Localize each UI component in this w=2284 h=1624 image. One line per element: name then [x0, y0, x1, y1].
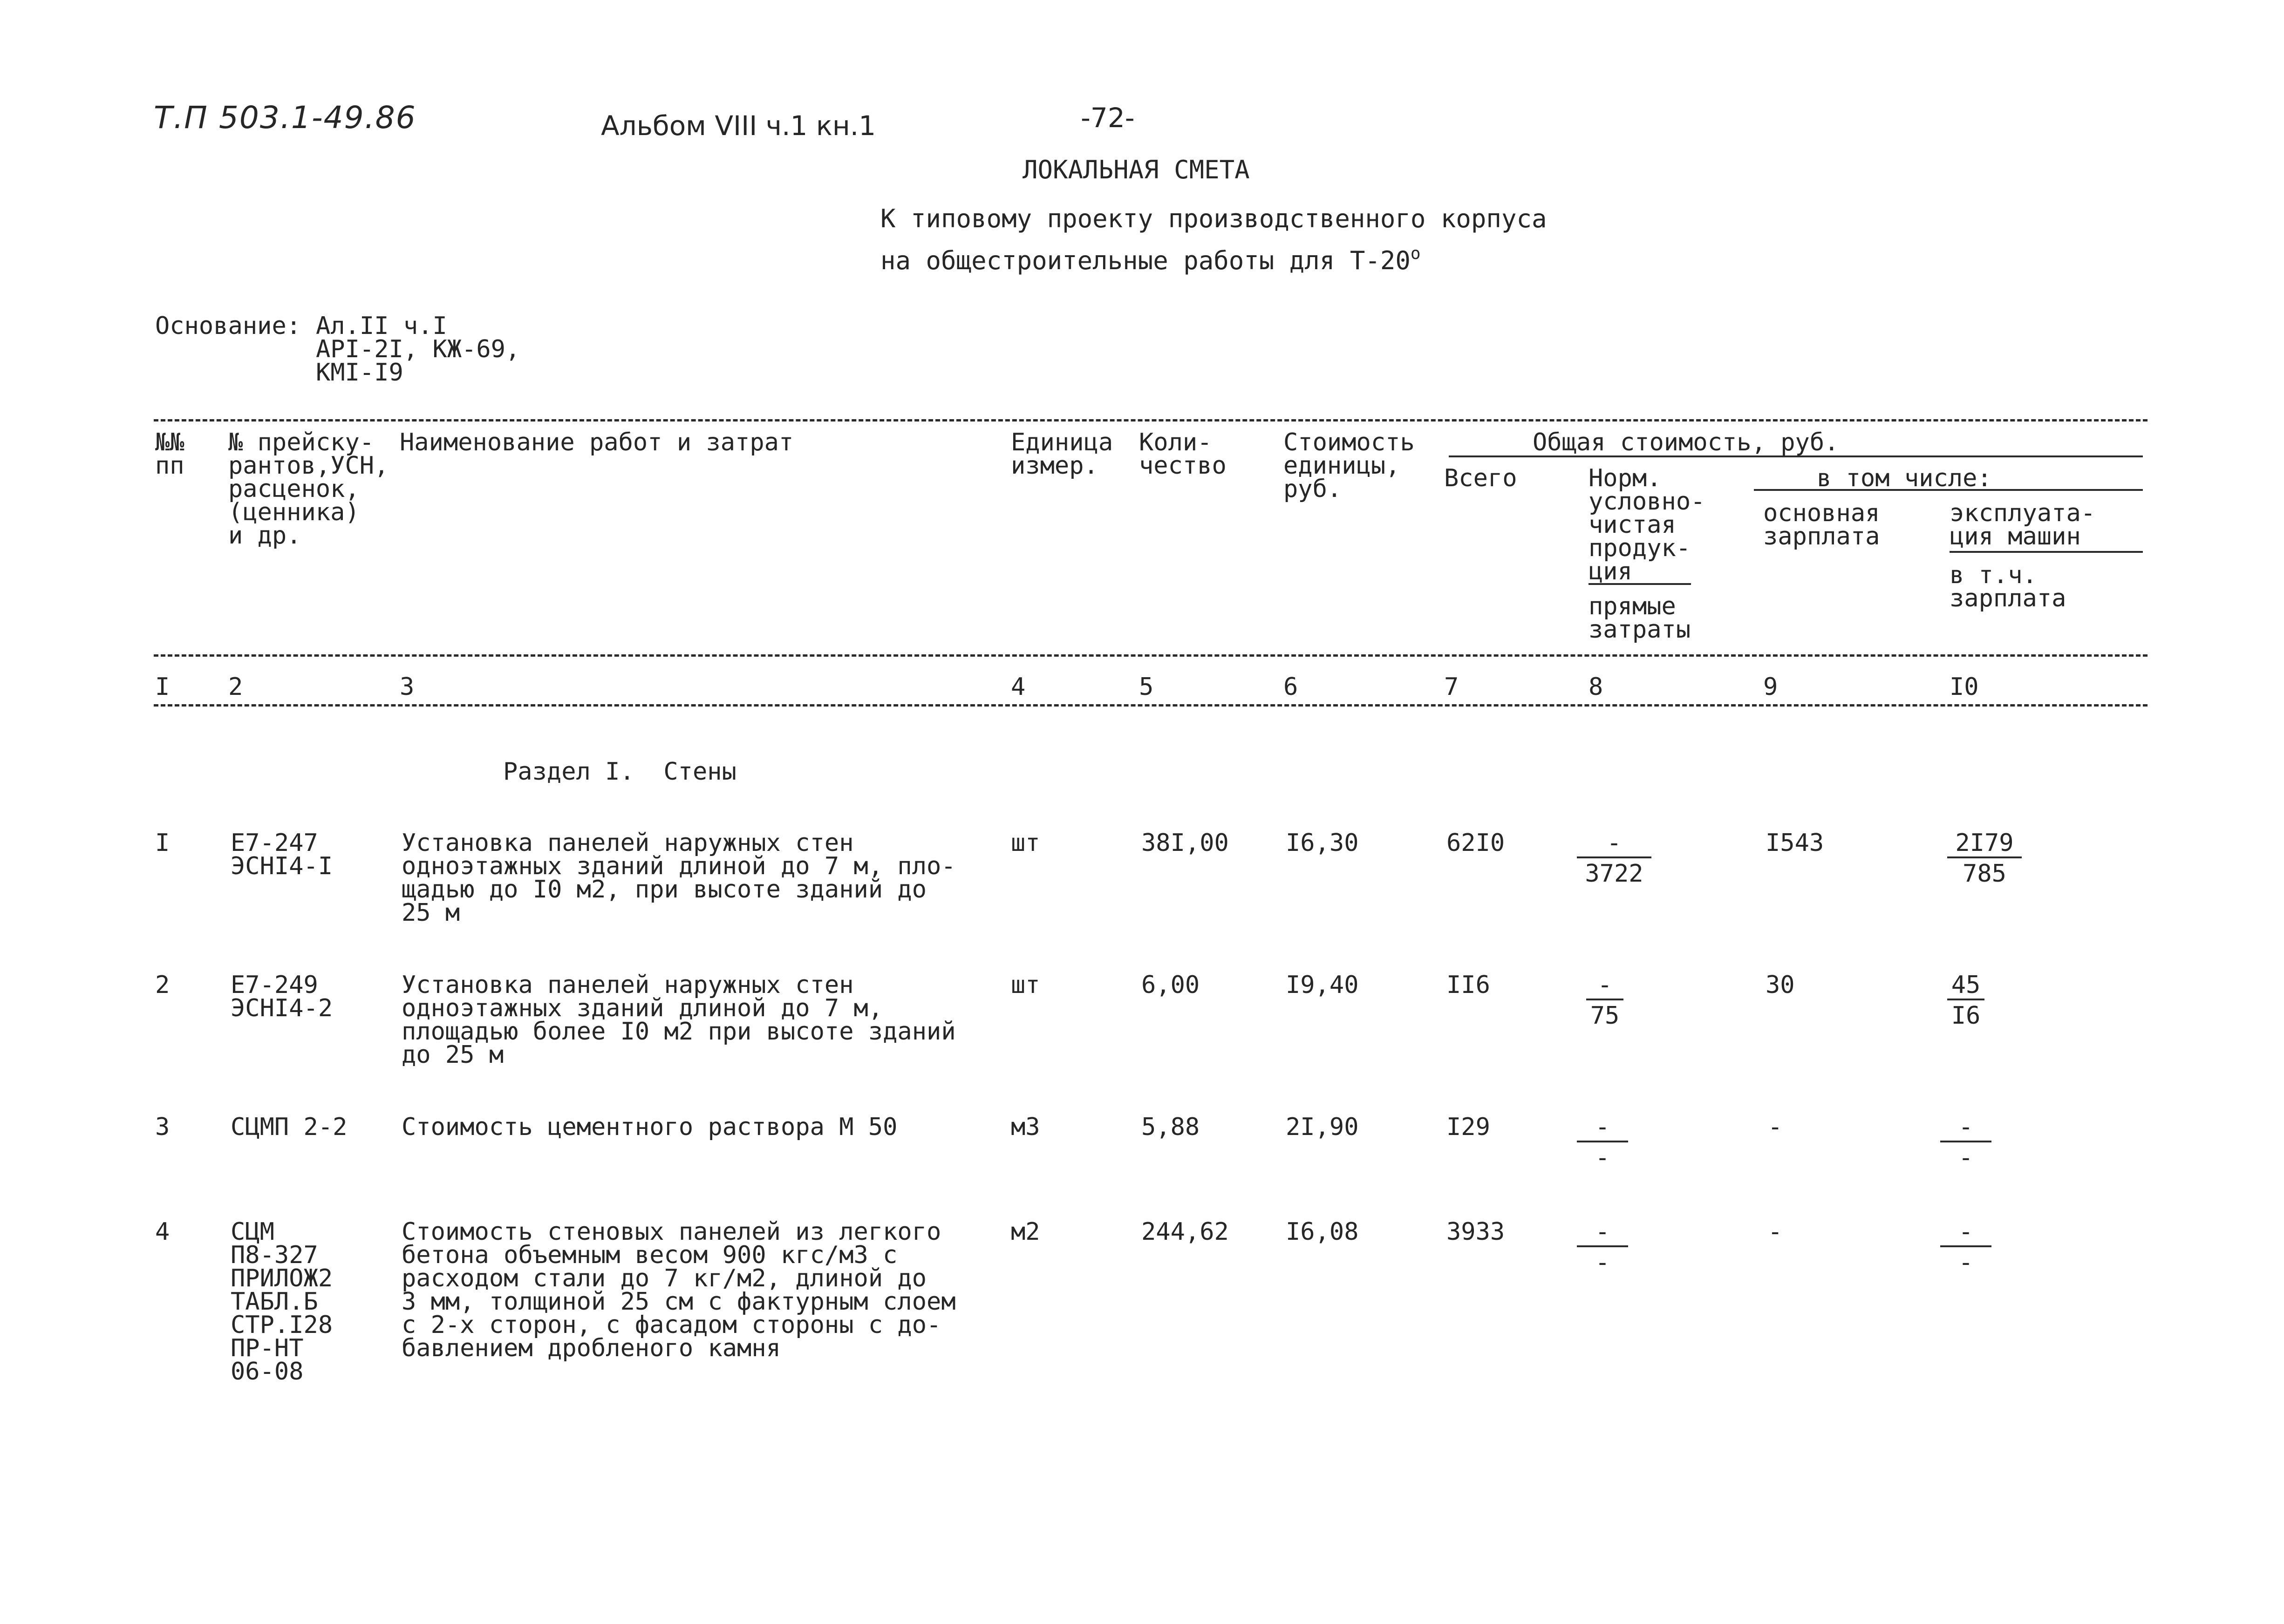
col-header-unit: Единица измер.: [1011, 428, 1113, 480]
row-code: СЦМ П8-327 ПРИЛОЖ2 ТАБЛ.Б СТР.I28 ПР-НТ 06-08: [231, 1218, 333, 1386]
col-header-direct-costs: прямые затраты: [1589, 592, 1691, 644]
row-name: Стоимость цементного раствора М 50: [402, 1113, 898, 1141]
subtitle-line-1: К типовому проекту производственного корпуса: [880, 204, 1547, 233]
basis-line-3: КМI-I9: [316, 359, 403, 387]
row-qty: 5,88: [1141, 1113, 1200, 1141]
row-norm-fraction: [1577, 1113, 1628, 1172]
column-number: 7: [1444, 673, 1459, 701]
machine-salary-value: 785: [1963, 860, 2006, 888]
column-number-rule: [154, 704, 2148, 707]
row-number: I: [155, 829, 170, 857]
row-number: 2: [155, 971, 170, 999]
row-total: 3933: [1446, 1218, 1505, 1246]
norm-value: -: [1577, 831, 1651, 858]
col-header-unit-price: Стоимость единицы, руб.: [1283, 428, 1415, 503]
direct-costs-value: 75: [1590, 1002, 1620, 1030]
row-machines-fraction: [1947, 971, 1984, 1030]
column-number: 4: [1011, 673, 1026, 701]
row-number: 3: [155, 1113, 170, 1141]
row-unit-price: 2I,90: [1286, 1113, 1359, 1141]
row-salary: -: [1768, 1218, 1783, 1246]
degree-mark: о: [1410, 244, 1421, 263]
machines-value: -: [1940, 1115, 1991, 1142]
norm-value: -: [1586, 973, 1623, 1000]
row-machines-fraction: [1940, 1218, 1991, 1277]
machines-value: -: [1940, 1220, 1991, 1247]
machines-value: 2I79: [1947, 831, 2022, 858]
basis-line-2: АРI-2I, КЖ-69,: [316, 335, 520, 363]
row-machines-fraction: [1940, 1113, 1991, 1172]
row-machines-fraction: [1947, 829, 2022, 888]
row-code: Е7-247 ЭСНI4-I: [231, 829, 333, 880]
row-qty: 38I,00: [1141, 829, 1229, 857]
column-number: I: [155, 673, 170, 701]
header-top-rule: [154, 419, 2148, 421]
column-number: 2: [228, 673, 243, 701]
norm-divider: [1589, 583, 1691, 585]
direct-costs-value: 3722: [1585, 860, 1643, 888]
section-title: Раздел I. Стены: [503, 758, 736, 786]
machine-salary-value: -: [1958, 1249, 1973, 1277]
row-number: 4: [155, 1218, 170, 1246]
row-unit-price: I9,40: [1286, 971, 1359, 999]
header-bottom-rule: [154, 654, 2148, 657]
row-total: 62I0: [1446, 829, 1505, 857]
row-name: Стоимость стеновых панелей из легкого бетона объемным весом 900 кгс/м3 с расходом стали до 7 кг/м2, длиной до 3 мм, толщиной 25 см с фактурным слоем с 2-х сторон, с фасадом стороны с до- бавлением дробленого камня: [402, 1218, 956, 1362]
row-salary: 30: [1766, 971, 1795, 999]
row-qty: 244,62: [1141, 1218, 1229, 1246]
row-name: Установка панелей наружных стен одноэтажных зданий длиной до 7 м, пло- щадью до I0 м2, при высоте зданий до 25 м: [402, 829, 956, 927]
norm-value: -: [1577, 1220, 1628, 1247]
col-header-machine-salary: в т.ч. зарплата: [1950, 561, 2066, 612]
page-title: ЛОКАЛЬНАЯ СМЕТА: [1023, 155, 1250, 184]
row-norm-fraction: [1586, 971, 1623, 1030]
column-number: 5: [1139, 673, 1154, 701]
row-norm-fraction: [1577, 1218, 1628, 1277]
column-number: 3: [400, 673, 415, 701]
machine-salary-value: I6: [1951, 1002, 1981, 1030]
column-number: 6: [1283, 673, 1298, 701]
col-header-total: Всего: [1444, 464, 1517, 492]
album-label: Альбом VIII ч.1 кн.1: [601, 110, 876, 142]
machines-value: 45: [1947, 973, 1984, 1000]
page-number: -72-: [1081, 102, 1135, 134]
direct-costs-value: -: [1595, 1144, 1610, 1172]
row-code: Е7-249 ЭСНI4-2: [231, 971, 333, 1022]
row-total: I29: [1446, 1113, 1490, 1141]
row-unit: шт: [1011, 829, 1040, 857]
norm-value: -: [1577, 1115, 1628, 1142]
col-header-including: в том числе:: [1817, 464, 1992, 492]
col-header-machines: эксплуата- ция машин: [1950, 499, 2096, 550]
row-unit: шт: [1011, 971, 1040, 999]
subtitle-text: на общестроительные работы для Т-20: [880, 246, 1411, 275]
col-header-total-cost-group: Общая стоимость, руб.: [1533, 428, 1839, 456]
col-header-number: №№ пп: [155, 428, 184, 480]
basis-line-1: Ал.II ч.I: [316, 312, 447, 340]
col-header-name: Наименование работ и затрат: [400, 428, 794, 456]
subtitle-line-2: [880, 242, 1421, 275]
col-header-qty: Коли- чество: [1139, 428, 1227, 480]
row-unit: м2: [1011, 1218, 1040, 1246]
row-name: Установка панелей наружных стен одноэтажных зданий длиной до 7 м, площадью более I0 м2 при высоте зданий до 25 м: [402, 971, 956, 1069]
col-header-norm: Норм. условно- чистая продук- ция: [1589, 464, 1705, 585]
row-code: СЦМП 2-2: [231, 1113, 348, 1141]
column-number: 8: [1589, 673, 1603, 701]
row-unit: м3: [1011, 1113, 1040, 1141]
col-header-salary: основная зарплата: [1763, 499, 1880, 550]
row-salary: I543: [1766, 829, 1824, 857]
document-code: Т.П 503.1-49.86: [154, 100, 416, 136]
row-total: II6: [1446, 971, 1490, 999]
row-norm-fraction: [1577, 829, 1651, 888]
machine-salary-value: -: [1958, 1144, 1973, 1172]
machines-divider: [1950, 551, 2143, 553]
basis-label: Основание:: [155, 312, 301, 340]
row-salary: -: [1768, 1113, 1783, 1141]
row-unit-price: I6,30: [1286, 829, 1359, 857]
row-unit-price: I6,08: [1286, 1218, 1359, 1246]
column-number: 9: [1763, 673, 1778, 701]
row-qty: 6,00: [1141, 971, 1200, 999]
column-number: I0: [1950, 673, 1979, 701]
col-header-code: № прейску- рантов,УСН, расценок, (ценника) и др.: [228, 428, 389, 550]
direct-costs-value: -: [1595, 1249, 1610, 1277]
